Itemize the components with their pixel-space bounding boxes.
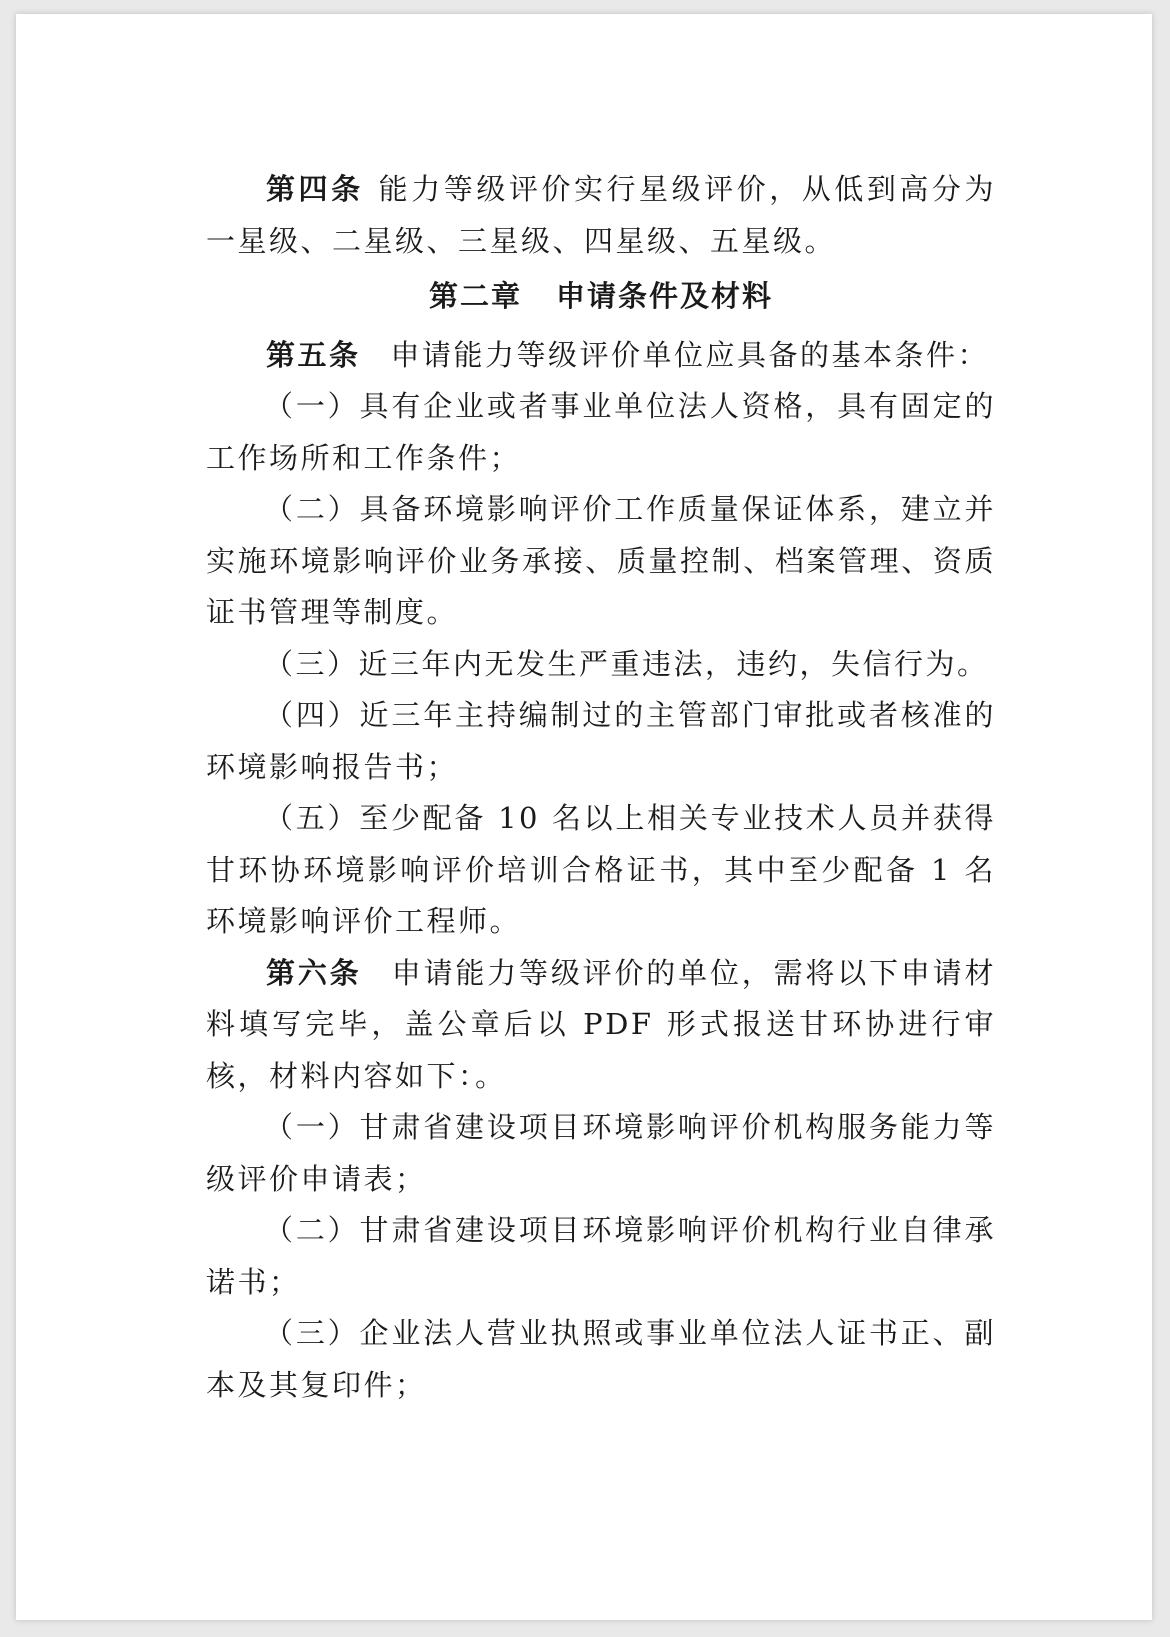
chapter-heading bbox=[206, 271, 996, 323]
article-6-text: 申请能力等级评价的单位，需将以下申请材料填写完毕，盖公章后以 PDF 形式报送甘环协进行审核，材料内容如下：。 bbox=[206, 955, 996, 1093]
chapter-number: 第二章 bbox=[428, 279, 522, 313]
article-6-label: 第六条 bbox=[266, 955, 362, 990]
article-6-item-1: （一）甘肃省建设项目环境影响评价机构服务能力等级评价申请表； bbox=[206, 1110, 996, 1196]
article-5-item-1: （一）具有企业或者事业单位法人资格，具有固定的工作场所和工作条件； bbox=[206, 389, 996, 475]
article-5-item-5: （五）至少配备 10 名以上相关专业技术人员并获得甘环协环境影响评价培训合格证书，其中至少配备 1 名环境影响评价工程师。 bbox=[206, 801, 996, 938]
article-4-label: 第四条 bbox=[266, 172, 364, 206]
article-6 bbox=[206, 948, 996, 1103]
chapter-title: 申请条件及材料 bbox=[556, 279, 774, 313]
article-6-item-3: （三）企业法人营业执照或事业单位法人证书正、副本及其复印件； bbox=[206, 1316, 996, 1402]
document-page bbox=[16, 14, 1152, 1620]
article-5 bbox=[206, 330, 996, 382]
article-4 bbox=[206, 164, 996, 267]
article-5-text: 申请能力等级评价单位应具备的基本条件： bbox=[390, 337, 990, 372]
article-5-item-3: （三）近三年内无发生严重违法，违约，失信行为。 bbox=[264, 646, 989, 681]
article-5-item-4: （四）近三年主持编制过的主管部门审批或者核准的环境影响报告书； bbox=[206, 698, 996, 784]
document-body bbox=[206, 164, 996, 1411]
article-5-label: 第五条 bbox=[266, 337, 361, 372]
article-4-text: 能力等级评价实行星级评价，从低到高分为一星级、二星级、三星级、四星级、五星级。 bbox=[206, 172, 996, 258]
article-5-item-2: （二）具备环境影响评价工作质量保证体系，建立并实施环境影响评价业务承接、质量控制、档案管理、资质证书管理等制度。 bbox=[206, 492, 996, 629]
article-6-item-2: （二）甘肃省建设项目环境影响评价机构行业自律承诺书； bbox=[206, 1213, 996, 1299]
